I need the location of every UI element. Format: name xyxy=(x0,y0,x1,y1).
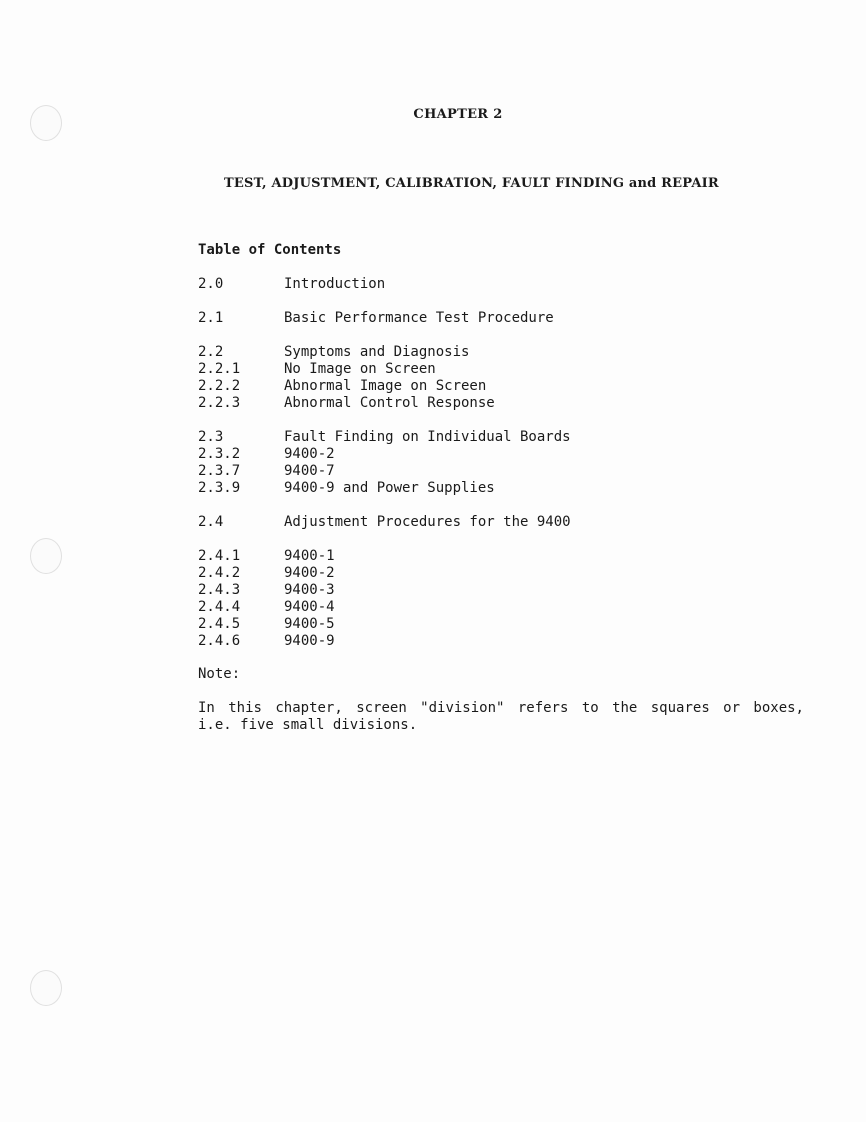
toc-entry-number: 2.2.1 xyxy=(198,361,241,377)
toc-entry-title: 9400-5 xyxy=(284,616,335,632)
toc-entry-number: 2.2 xyxy=(198,344,224,360)
note-word: or xyxy=(723,700,741,716)
toc-entry xyxy=(198,565,758,582)
toc-entry-title: Abnormal Image on Screen xyxy=(284,378,487,394)
toc-entry-number: 2.4.1 xyxy=(198,548,241,564)
toc-entry xyxy=(198,548,758,565)
toc-entry-number: 2.4.3 xyxy=(198,582,241,598)
toc-entry xyxy=(198,480,758,497)
toc-entry xyxy=(198,582,758,599)
note-word: "division" xyxy=(420,700,505,716)
toc-entry-title: 9400-2 xyxy=(284,565,335,581)
toc-entry-number: 2.4 xyxy=(198,514,224,530)
chapter-title: TEST, ADJUSTMENT, CALIBRATION, FAULT FINDING and REPAIR xyxy=(224,176,719,191)
note-line-1 xyxy=(198,700,804,717)
toc-entry-title: 9400-2 xyxy=(284,446,335,462)
toc-entry xyxy=(198,276,758,293)
note-line-2: i.e. five small divisions. xyxy=(198,717,418,733)
note-body xyxy=(198,700,804,734)
toc-group xyxy=(198,276,758,293)
punch-hole xyxy=(30,538,62,574)
toc-entry xyxy=(198,599,758,616)
toc-entry-number: 2.2.3 xyxy=(198,395,241,411)
toc-group xyxy=(198,429,758,497)
toc-group xyxy=(198,548,758,650)
punch-hole xyxy=(30,970,62,1006)
note-word: to xyxy=(581,700,599,716)
chapter-heading: CHAPTER 2 xyxy=(413,107,503,122)
toc-entry-number: 2.3.9 xyxy=(198,480,241,496)
toc-heading: Table of Contents xyxy=(198,242,342,258)
toc-entry-number: 2.4.2 xyxy=(198,565,241,581)
note-word: this xyxy=(228,700,262,716)
toc-entry xyxy=(198,446,758,463)
note-label: Note: xyxy=(198,666,241,682)
toc-entry-number: 2.4.6 xyxy=(198,633,241,649)
toc-entry-title: Abnormal Control Response xyxy=(284,395,495,411)
toc-entry-title: Adjustment Procedures for the 9400 xyxy=(284,514,571,530)
toc-entry xyxy=(198,616,758,633)
toc-entry-title: 9400-7 xyxy=(284,463,335,479)
toc-entry-number: 2.4.5 xyxy=(198,616,241,632)
toc-entry-number: 2.0 xyxy=(198,276,224,292)
toc-entry-title: Fault Finding on Individual Boards xyxy=(284,429,571,445)
toc-entry-number: 2.4.4 xyxy=(198,599,241,615)
toc-entry xyxy=(198,633,758,650)
toc-entry xyxy=(198,361,758,378)
toc-entry xyxy=(198,344,758,361)
note-word: screen xyxy=(356,700,407,716)
toc-entry-number: 2.2.2 xyxy=(198,378,241,394)
note-word: chapter, xyxy=(275,700,343,716)
toc-entry-title: Basic Performance Test Procedure xyxy=(284,310,554,326)
toc-entry-number: 2.3.7 xyxy=(198,463,241,479)
toc-entry-title: No Image on Screen xyxy=(284,361,436,377)
toc-entry-title: 9400-3 xyxy=(284,582,335,598)
toc-entry-title: Symptoms and Diagnosis xyxy=(284,344,470,360)
toc-entry xyxy=(198,395,758,412)
note-word: boxes, xyxy=(753,700,804,716)
toc-entry-title: 9400-1 xyxy=(284,548,335,564)
toc-group xyxy=(198,310,758,327)
toc-group xyxy=(198,344,758,412)
toc-entry-title: 9400-9 xyxy=(284,633,335,649)
toc-entry-title: 9400-4 xyxy=(284,599,335,615)
toc-entry xyxy=(198,463,758,480)
toc-entry-title: Introduction xyxy=(284,276,386,292)
note-word: In xyxy=(198,700,215,716)
toc-entry-number: 2.1 xyxy=(198,310,224,326)
note-word: the xyxy=(612,700,638,716)
toc-entry xyxy=(198,378,758,395)
toc-entry xyxy=(198,429,758,446)
note-word: squares xyxy=(650,700,710,716)
table-of-contents xyxy=(198,276,758,667)
note-word: refers xyxy=(517,700,569,716)
toc-group xyxy=(198,514,758,531)
toc-entry-title: 9400-9 and Power Supplies xyxy=(284,480,495,496)
toc-entry xyxy=(198,514,758,531)
toc-entry-number: 2.3 xyxy=(198,429,224,445)
toc-entry-number: 2.3.2 xyxy=(198,446,241,462)
toc-entry xyxy=(198,310,758,327)
